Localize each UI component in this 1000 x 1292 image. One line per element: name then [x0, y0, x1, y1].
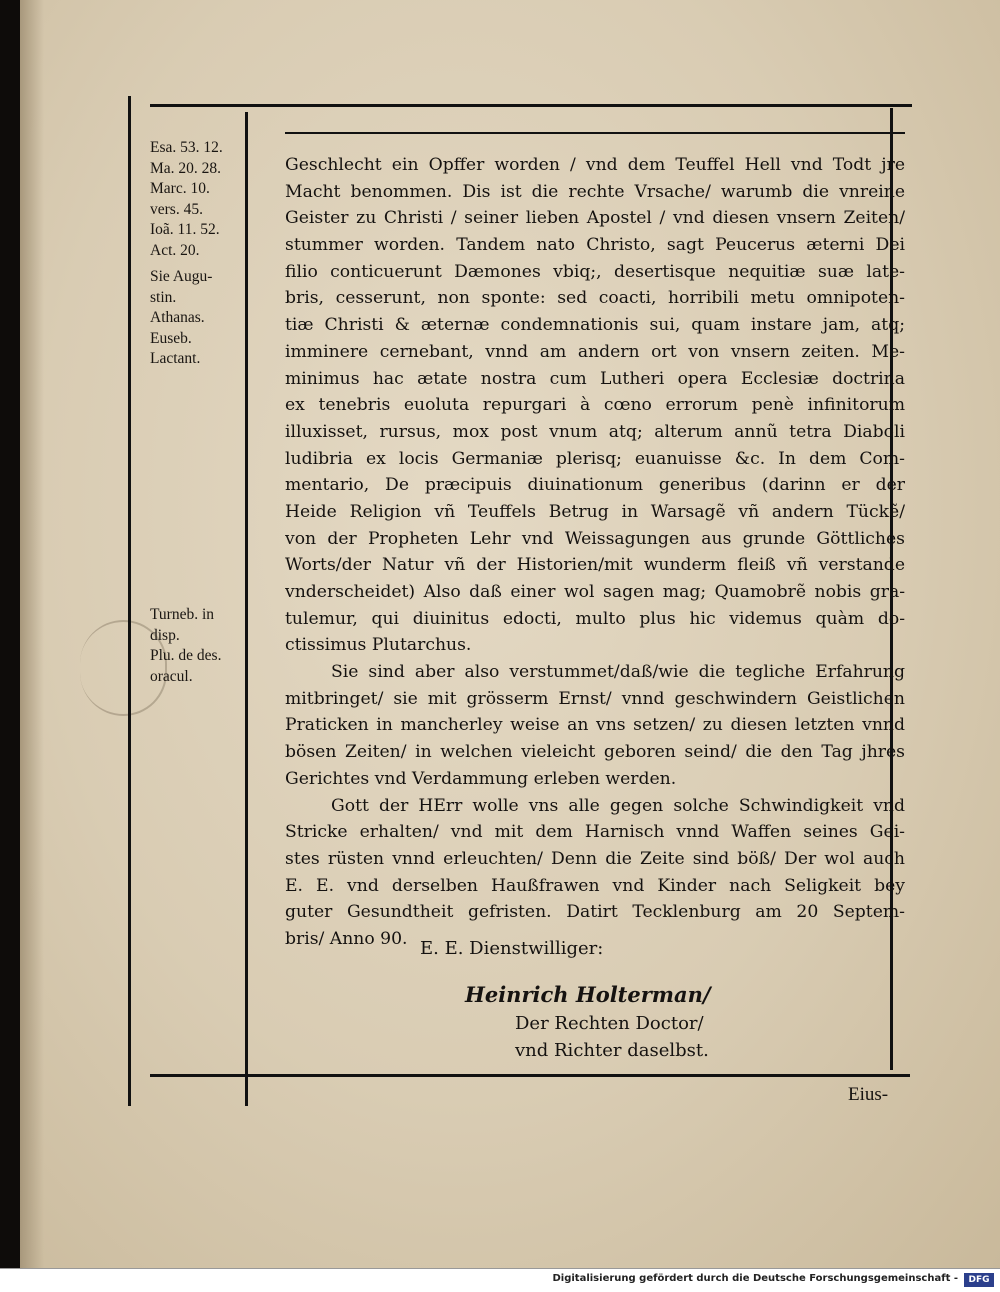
margin-note: disp. [150, 626, 180, 644]
margin-note: Sie Augu- [150, 268, 213, 285]
margin-note: Ma. 20. 28. [150, 159, 222, 177]
text-line: Heide Religion vñ Teuffels Betrug in Warsagẽ vñ andern Tückẽ/ [285, 501, 905, 522]
text-line: stes rüsten vnnd erleuchten/ Denn die Zeite sind böß/ Der wol auch [285, 848, 905, 869]
margin-note: Esa. 53. 12. [150, 139, 223, 156]
text-line: minimus hac ætate nostra cum Lutheri opera Ecclesiæ doctrina [285, 368, 905, 389]
text-line: ex tenebris euoluta repurgari à cœno errorum penè infinitorum [285, 395, 905, 416]
text-line: tiæ Christi & æternæ condemnationis sui, quam instare jam, atq; [285, 315, 905, 336]
frame-top-rule [150, 104, 912, 107]
text-line: ludibria ex locis Germaniæ plerisq; euanuisse &c. In dem Com- [285, 448, 905, 469]
margin-note: Ioã. 11. 52. [150, 221, 220, 238]
text-line: Worts/der Natur vñ der Historien/mit wunderm fleiß vñ verstande [285, 555, 905, 576]
text-line: mitbringet/ sie mit grösserm Ernst/ vnnd geschwindern Geistlichen [285, 688, 905, 709]
book-page [20, 0, 1000, 1268]
text-line: Gerichtes vnd Verdammung erleben werden. [285, 768, 677, 789]
text-line: Geister zu Christi / seiner lieben Apostel / vnd diesen vnsern Zeiten/ [285, 208, 905, 229]
signature-title: Der Rechten Doctor/ [515, 1013, 704, 1034]
body-text [285, 152, 905, 953]
margin-note: Euseb. [150, 329, 192, 347]
frame-top-rule-inner [285, 132, 905, 134]
footer-credit: Digitalisierung gefördert durch die Deutsche Forschungsgemeinschaft - [552, 1273, 958, 1284]
margin-note: vers. 45. [150, 200, 203, 218]
signature-title: vnd Richter daselbst. [515, 1040, 709, 1061]
text-line: filio conticuerunt Dæmones vbiq;, desertisque nequitiæ suæ late- [285, 261, 905, 282]
margin-note: Athanas. [150, 309, 205, 326]
text-line: mentario, De præcipuis diuinationum generibus (darinn er der [285, 475, 905, 496]
margin-note: Marc. 10. [150, 180, 210, 197]
text-line: illuxisset, rursus, mox post vnum atq; alterum annũ tetra Diaboli [285, 421, 905, 442]
margin-note: Plu. de des. [150, 647, 222, 664]
margin-note: Turneb. in [150, 606, 215, 623]
dfg-logo-icon: DFG [964, 1273, 994, 1287]
margin-note: stin. [150, 288, 177, 306]
text-line: guter Gesundtheit gefristen. Datirt Tecklenburg am 20 Septem- [285, 902, 905, 923]
text-line: Macht benommen. Dis ist die rechte Vrsache/ warumb die vnreine [285, 181, 905, 202]
text-line: stummer worden. Tandem nato Christo, sagt Peucerus æterni Dei [285, 235, 905, 256]
margin-notes-top [150, 138, 255, 370]
digitization-footer [0, 1268, 1000, 1292]
text-line: imminere cernebant, vnnd am andern ort von vnsern zeiten. Me- [285, 341, 905, 362]
text-line: bris/ Anno 90. [285, 928, 408, 949]
text-line: Gott der HErr wolle vns alle gegen solche Schwindigkeit vnd [331, 795, 905, 816]
margin-notes-bottom [150, 605, 255, 687]
signature-name: Heinrich Holterman/ [465, 982, 711, 1007]
text-line: tulemur, qui diuinitus edocti, multo plus hic videmus quàm do- [285, 608, 905, 629]
margin-note: Lactant. [150, 350, 201, 367]
text-line: ctissimus Plutarchus. [285, 635, 472, 656]
text-line: von der Propheten Lehr vnd Weissagungen aus grunde Göttliches [285, 528, 905, 549]
text-line: vnderscheidet) Also daß einer wol sagen mag; Quamobrẽ nobis gra- [285, 582, 905, 602]
text-line: Geschlecht ein Opffer worden / vnd dem Teuffel Hell vnd Todt jre [285, 155, 905, 175]
margin-note: oracul. [150, 667, 193, 685]
text-line: Sie sind aber also verstummet/daß/wie die tegliche Erfahrung [331, 662, 905, 683]
signature-greeting: E. E. Dienstwilliger: [420, 938, 604, 959]
catchword: Eius- [848, 1084, 889, 1105]
margin-note: Act. 20. [150, 241, 200, 259]
text-line: E. E. vnd derselben Haußfrawen vnd Kinder nach Seligkeit bey [285, 875, 905, 896]
text-line: Stricke erhalten/ vnd mit dem Harnisch vnnd Waffen seines Gei- [285, 822, 905, 843]
frame-left-rule [128, 96, 131, 1106]
frame-bottom-rule [150, 1074, 910, 1077]
text-line: bris, cesserunt, non sponte: sed coacti, horribili metu omnipoten- [285, 288, 905, 309]
text-line: Praticken in mancherley weise an vns setzen/ zu diesen letzten vnnd [285, 715, 905, 736]
text-line: bösen Zeiten/ in welchen vieleicht geboren seind/ die den Tag jhres [285, 742, 905, 763]
